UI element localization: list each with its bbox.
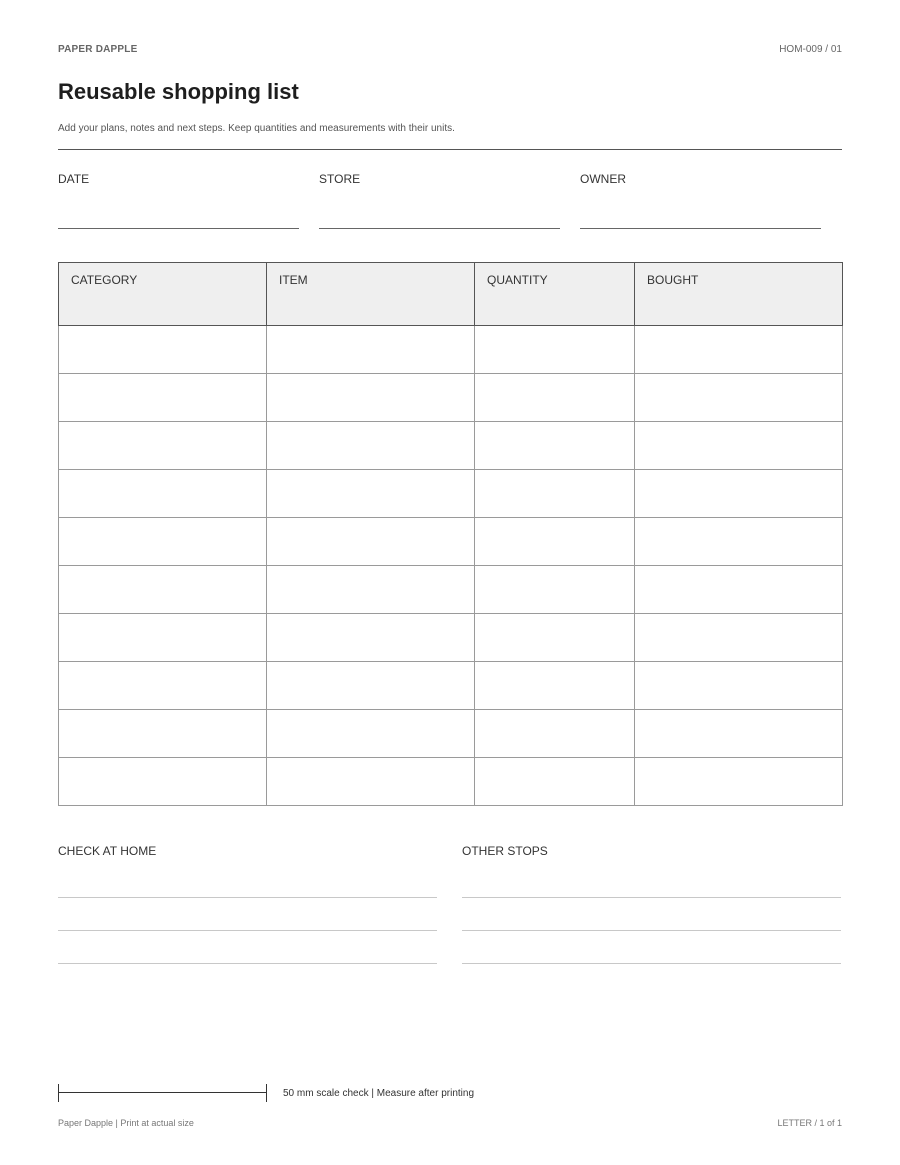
category-cell[interactable] (59, 470, 267, 518)
item-cell[interactable] (267, 758, 475, 806)
table-row (59, 422, 843, 470)
table-row (59, 614, 843, 662)
page-subtitle: Add your plans, notes and next steps. Keep quantities and measurements with their units. (58, 123, 455, 134)
quantity-cell[interactable] (475, 518, 635, 566)
quantity-cell[interactable] (475, 470, 635, 518)
category-cell[interactable] (59, 614, 267, 662)
item-cell[interactable] (267, 518, 475, 566)
scale-check-text: 50 mm scale check | Measure after printing (283, 1088, 475, 1099)
bought-cell[interactable] (635, 710, 843, 758)
bought-cell[interactable] (635, 518, 843, 566)
note-line[interactable] (462, 963, 841, 964)
page-title: Reusable shopping list (58, 79, 299, 104)
quantity-cell[interactable] (475, 662, 635, 710)
scale-bar-line (58, 1092, 267, 1093)
note-line[interactable] (58, 930, 437, 931)
date-label: DATE (58, 172, 90, 186)
shopping-table (58, 262, 843, 806)
other-stops-label: OTHER STOPS (462, 844, 548, 858)
date-write-line[interactable] (58, 228, 299, 229)
table-row (59, 566, 843, 614)
date-field[interactable] (58, 172, 299, 186)
table-row (59, 326, 843, 374)
table-row (59, 470, 843, 518)
quantity-cell[interactable] (475, 422, 635, 470)
quantity-cell[interactable] (475, 710, 635, 758)
table-row (59, 710, 843, 758)
category-cell[interactable] (59, 374, 267, 422)
item-cell[interactable] (267, 566, 475, 614)
brand-name: PAPER DAPPLE (58, 44, 138, 55)
bought-cell[interactable] (635, 374, 843, 422)
column-header-item: ITEM (267, 263, 475, 326)
header-divider (58, 149, 842, 150)
category-cell[interactable] (59, 758, 267, 806)
quantity-cell[interactable] (475, 614, 635, 662)
footer-right: LETTER / 1 of 1 (777, 1118, 842, 1128)
document-id: HOM-009 / 01 (779, 44, 842, 55)
column-header-category: CATEGORY (59, 263, 267, 326)
category-cell[interactable] (59, 566, 267, 614)
item-cell[interactable] (267, 326, 475, 374)
scale-bar-left-tick (58, 1084, 59, 1102)
bought-cell[interactable] (635, 566, 843, 614)
column-header-quantity: QUANTITY (475, 263, 635, 326)
bought-cell[interactable] (635, 470, 843, 518)
bought-cell[interactable] (635, 326, 843, 374)
quantity-cell[interactable] (475, 326, 635, 374)
bought-cell[interactable] (635, 662, 843, 710)
table-header-row (59, 263, 843, 326)
item-cell[interactable] (267, 422, 475, 470)
column-header-bought: BOUGHT (635, 263, 843, 326)
owner-field[interactable] (580, 172, 821, 186)
store-field[interactable] (319, 172, 560, 186)
check-at-home-section (58, 844, 437, 858)
note-line[interactable] (58, 897, 437, 898)
item-cell[interactable] (267, 374, 475, 422)
scale-bar (58, 1084, 267, 1102)
note-line[interactable] (462, 897, 841, 898)
quantity-cell[interactable] (475, 566, 635, 614)
table-row (59, 662, 843, 710)
table-row (59, 758, 843, 806)
category-cell[interactable] (59, 710, 267, 758)
other-stops-section (462, 844, 841, 858)
category-cell[interactable] (59, 422, 267, 470)
note-line[interactable] (58, 963, 437, 964)
bought-cell[interactable] (635, 614, 843, 662)
check-at-home-label: CHECK AT HOME (58, 844, 157, 858)
bought-cell[interactable] (635, 422, 843, 470)
item-cell[interactable] (267, 710, 475, 758)
category-cell[interactable] (59, 326, 267, 374)
table-row (59, 518, 843, 566)
store-label: STORE (319, 172, 361, 186)
item-cell[interactable] (267, 662, 475, 710)
owner-write-line[interactable] (580, 228, 821, 229)
category-cell[interactable] (59, 518, 267, 566)
item-cell[interactable] (267, 614, 475, 662)
quantity-cell[interactable] (475, 374, 635, 422)
owner-label: OWNER (580, 172, 626, 186)
bought-cell[interactable] (635, 758, 843, 806)
category-cell[interactable] (59, 662, 267, 710)
table-row (59, 374, 843, 422)
scale-bar-right-tick (266, 1084, 267, 1102)
item-cell[interactable] (267, 470, 475, 518)
note-line[interactable] (462, 930, 841, 931)
quantity-cell[interactable] (475, 758, 635, 806)
store-write-line[interactable] (319, 228, 560, 229)
footer-left: Paper Dapple | Print at actual size (58, 1118, 194, 1128)
